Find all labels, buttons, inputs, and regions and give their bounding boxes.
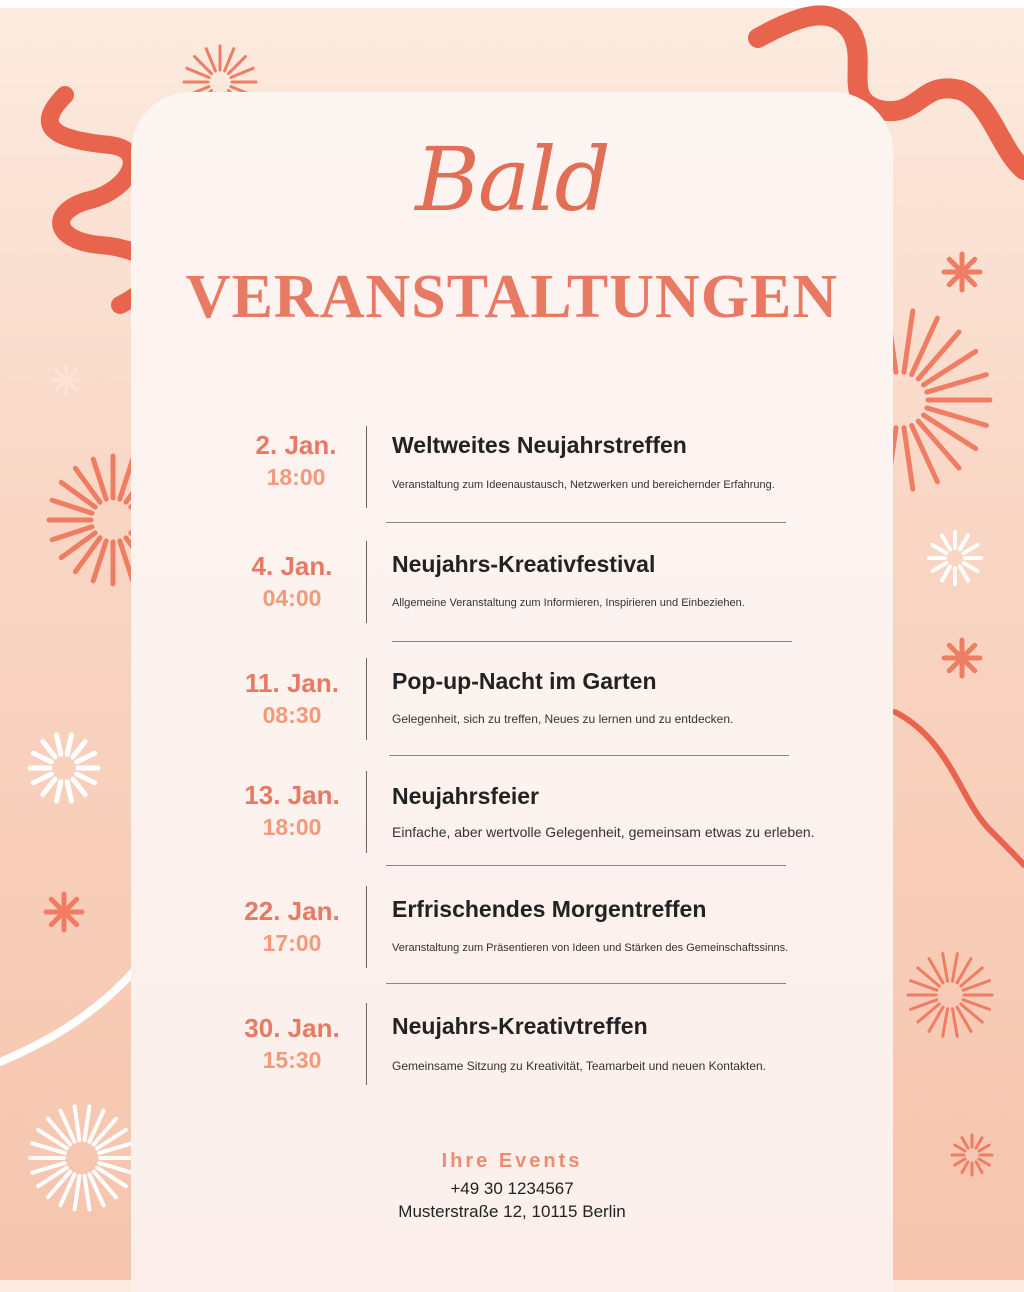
event-divider: [366, 886, 367, 968]
event-time: 18:00: [262, 814, 322, 840]
event-divider: [366, 541, 367, 623]
event-divider: [366, 426, 367, 508]
event-name: Erfrischendes Morgentreffen: [392, 896, 707, 922]
event-divider: [366, 771, 367, 853]
event-item: [0, 1003, 1024, 1093]
event-description: Veranstaltung zum Ideenaustausch, Netzwerken und bereichernder Erfahrung.: [392, 479, 775, 491]
event-divider: [366, 1003, 367, 1085]
event-description: Einfache, aber wertvolle Gelegenheit, gemeinsam etwas zu erleben.: [392, 824, 815, 840]
event-name: Neujahrs-Kreativtreffen: [392, 1013, 648, 1039]
event-time: 04:00: [262, 585, 322, 611]
event-item: [0, 658, 1024, 748]
event-separator: [386, 522, 786, 523]
event-item: [0, 886, 1024, 976]
footer-address: Musterstraße 12, 10115 Berlin: [398, 1202, 626, 1221]
firework-decoration: [52, 366, 80, 394]
event-date: 13. Jan.: [244, 780, 340, 810]
event-name: Neujahrsfeier: [392, 783, 540, 809]
main-title: VERANSTALTUNGEN: [185, 263, 839, 331]
event-name: Weltweites Neujahrstreffen: [392, 432, 687, 458]
event-date: 22. Jan.: [244, 896, 340, 926]
event-divider: [366, 658, 367, 740]
event-name: Pop-up-Nacht im Garten: [392, 668, 657, 694]
event-separator: [386, 983, 786, 984]
event-date: 4. Jan.: [251, 551, 333, 581]
event-name: Neujahrs-Kreativfestival: [392, 551, 656, 577]
event-description: Gelegenheit, sich zu treffen, Neues zu lernen und zu entdecken.: [392, 712, 734, 726]
event-time: 18:00: [266, 464, 326, 490]
event-separator: [389, 755, 789, 756]
event-time: 17:00: [262, 930, 322, 956]
event-item: [0, 426, 1024, 516]
event-separator: [386, 865, 786, 866]
event-description: Veranstaltung zum Präsentieren von Ideen und Stärken des Gemeinschaftssinns.: [392, 942, 789, 954]
event-description: Gemeinsame Sitzung zu Kreativität, Teamarbeit und neuen Kontakten.: [392, 1059, 766, 1073]
event-time: 15:30: [262, 1047, 322, 1073]
event-item: [0, 771, 1024, 861]
event-date: 30. Jan.: [244, 1013, 340, 1043]
footer-phone: +49 30 1234567: [450, 1179, 574, 1198]
footer-brand: Ihre Events: [441, 1150, 583, 1172]
event-date: 2. Jan.: [255, 430, 337, 460]
event-date: 11. Jan.: [245, 668, 339, 698]
script-title: Bald: [415, 128, 609, 231]
event-separator: [392, 641, 792, 642]
event-description: Allgemeine Veranstaltung zum Informieren, Inspirieren und Einbeziehen.: [392, 597, 745, 609]
event-time: 08:30: [262, 702, 322, 728]
event-item: [0, 541, 1024, 631]
